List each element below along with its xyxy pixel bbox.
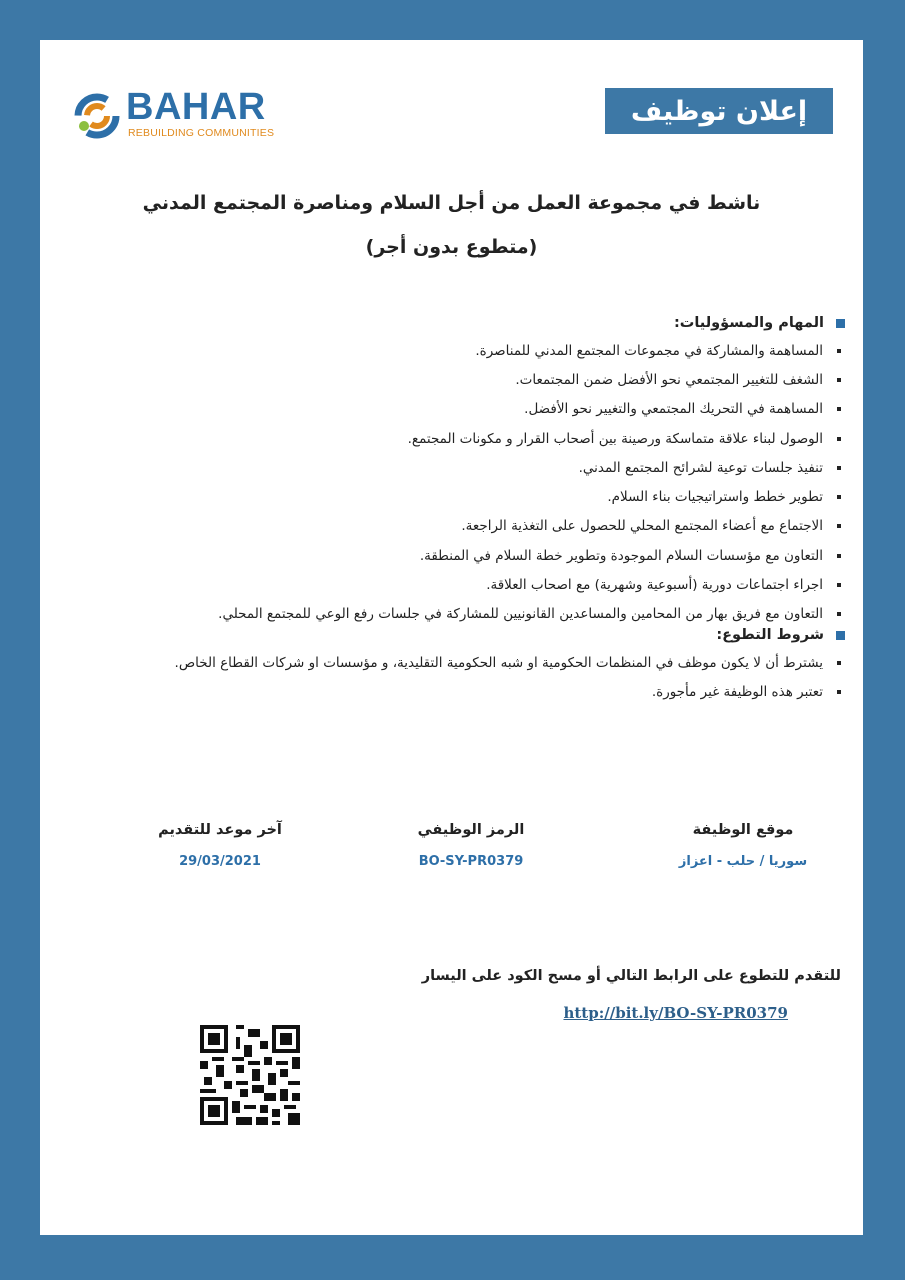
bullet-icon xyxy=(837,690,841,694)
bullet-icon xyxy=(837,554,841,558)
location-value: سوريا / حلب - اعزاز xyxy=(678,854,808,869)
conditions-list xyxy=(175,648,845,707)
code-label: الرمز الوظيفي xyxy=(417,822,525,838)
list-item: تعتبر هذه الوظيفة غير مأجورة. xyxy=(175,677,845,706)
bullet-icon xyxy=(837,612,841,616)
bullet-icon xyxy=(837,583,841,587)
list-item: الوصول لبناء علاقة متماسكة ورصينة بين أصحاب القرار و مكونات المجتمع. xyxy=(218,424,845,453)
bullet-icon xyxy=(837,466,841,470)
responsibilities-section xyxy=(218,310,845,629)
section-bullet-icon xyxy=(836,319,845,328)
job-code xyxy=(371,822,571,869)
apply-link[interactable]: http://bit.ly/BO-SY-PR0379 xyxy=(563,1004,788,1022)
job-title: ناشط في مجموعة العمل من أجل السلام ومناصرة المجتمع المدني xyxy=(142,192,761,214)
list-item: يشترط أن لا يكون موظف في المنظمات الحكومية او شبه الحكومية التقليدية، و مؤسسات او شركات القطاع الخاص. xyxy=(175,648,845,677)
job-deadline xyxy=(120,822,320,869)
bahar-logo-icon xyxy=(72,91,122,141)
apply-instructions: للتقدم للتطوع على الرابط التالي أو مسح الكود على اليسار xyxy=(421,968,841,984)
conditions-section xyxy=(175,622,845,707)
qr-code-icon[interactable] xyxy=(200,1025,300,1125)
list-item: الشغف للتغيير المجتمعي نحو الأفضل ضمن المجتمعات. xyxy=(218,365,845,394)
bullet-icon xyxy=(837,524,841,528)
list-item: تنفيذ جلسات توعية لشرائح المجتمع المدني. xyxy=(218,453,845,482)
code-value: BO-SY-PR0379 xyxy=(418,854,524,869)
job-subtitle: (متطوع بدون أجر) xyxy=(365,236,538,258)
deadline-label: آخر موعد للتقديم xyxy=(158,822,282,838)
announcement-banner: إعلان توظيف xyxy=(605,88,833,134)
bullet-icon xyxy=(837,407,841,411)
list-item: المساهمة في التحريك المجتمعي والتغيير نحو الأفضل. xyxy=(218,395,845,424)
conditions-heading: شروط التطوع: xyxy=(716,627,824,643)
list-item: اجراء اجتماعات دورية (أسبوعية وشهرية) مع اصحاب العلاقة. xyxy=(218,570,845,599)
bullet-icon xyxy=(837,495,841,499)
list-item: الاجتماع مع أعضاء المجتمع المحلي للحصول على التغذية الراجعة. xyxy=(218,512,845,541)
section-bullet-icon xyxy=(836,631,845,640)
deadline-value: 29/03/2021 xyxy=(179,854,261,869)
list-item: التعاون مع فريق بهار من المحامين والمساعدين القانونيين للمشاركة في جلسات رفع الوعي للمجتمع المحلي. xyxy=(218,600,845,629)
bullet-icon xyxy=(837,378,841,382)
bullet-icon xyxy=(837,661,841,665)
job-location xyxy=(643,822,843,869)
responsibilities-heading: المهام والمسؤوليات: xyxy=(673,315,824,331)
logo-tagline: REBUILDING COMMUNITIES xyxy=(128,127,275,139)
list-item: التعاون مع مؤسسات السلام الموجودة وتطوير خطة السلام في المنطقة. xyxy=(218,541,845,570)
job-announcement-page xyxy=(40,40,863,1235)
location-label: موقع الوظيفة xyxy=(692,822,794,838)
bullet-icon xyxy=(837,437,841,441)
list-item: المساهمة والمشاركة في مجموعات المجتمع المدني للمناصرة. xyxy=(218,336,845,365)
list-item: تطوير خطط واستراتيجيات بناء السلام. xyxy=(218,482,845,511)
bahar-logo xyxy=(72,87,302,143)
responsibilities-list xyxy=(218,336,845,629)
bullet-icon xyxy=(837,349,841,353)
logo-name: BAHAR xyxy=(126,86,266,128)
